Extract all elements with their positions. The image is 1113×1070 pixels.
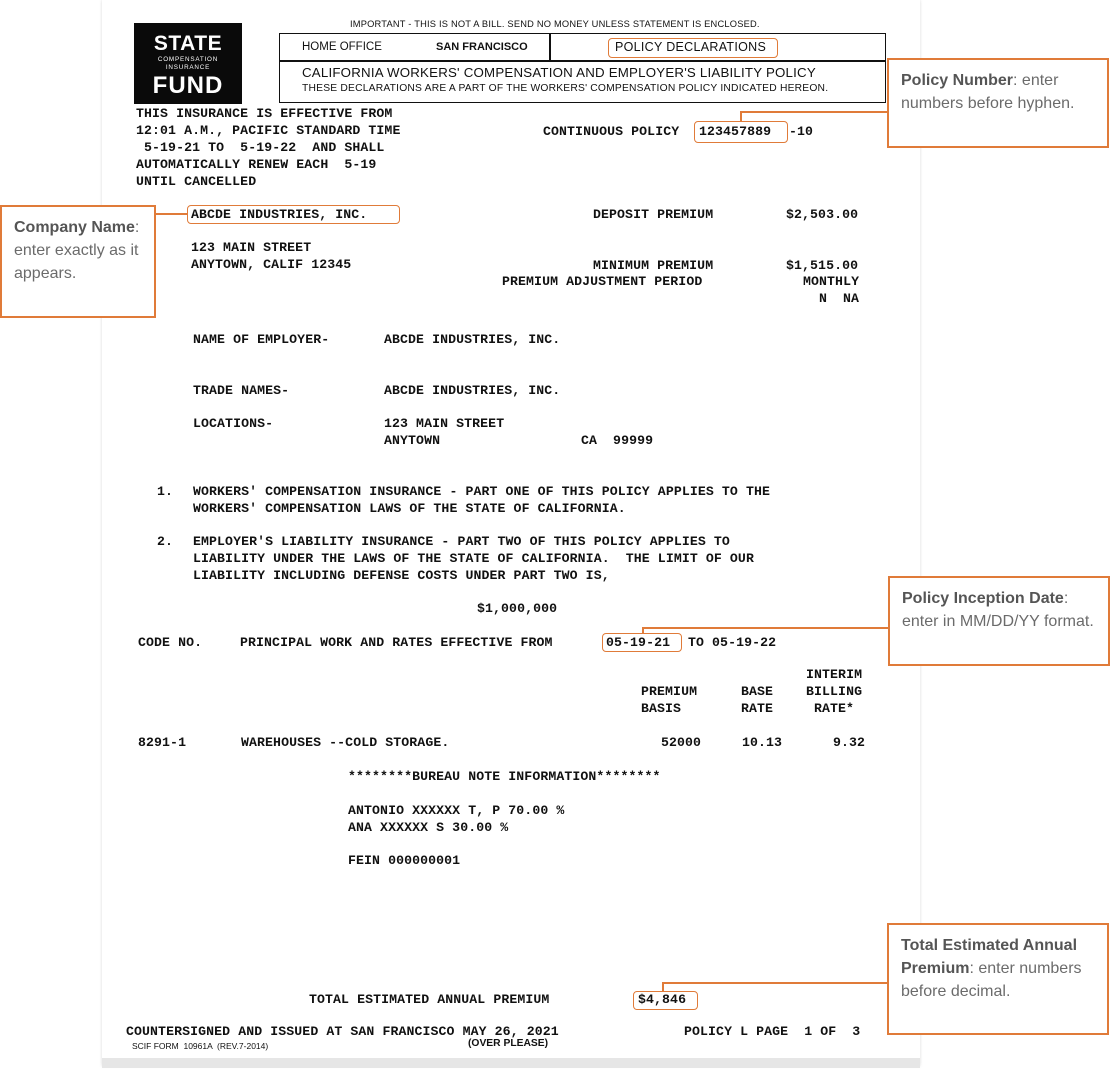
connector-company [155,213,187,215]
location-state-zip: CA 99999 [581,433,654,448]
bureau-line-1: ANTONIO XXXXXX T, P 70.00 % [348,803,565,818]
adjustment-period-value: MONTHLY [803,274,860,289]
company-street: 123 MAIN STREET [191,240,312,255]
company-name-highlight [187,205,400,224]
header-divider [279,60,886,62]
company-city: ANYTOWN, CALIF 12345 [191,257,352,272]
code-no-label: CODE NO. [138,635,203,650]
connector-policy-number [740,111,887,113]
clause-1-number: 1. [157,484,174,499]
policy-title: CALIFORNIA WORKERS' COMPENSATION AND EMPLOYER'S LIABILITY POLICY [302,65,816,80]
deposit-premium-value: $2,503.00 [786,207,859,222]
policy-number: 123457889 [699,124,772,139]
rates-to-date: TO 05-19-22 [688,635,777,650]
liability-limit: $1,000,000 [477,601,558,616]
countersigned-line: COUNTERSIGNED AND ISSUED AT SAN FRANCISCO MAY 26, 2021 [126,1024,559,1039]
employer-name-value: ABCDE INDUSTRIES, INC. [384,332,561,347]
row-interim-rate: 9.32 [833,735,866,750]
employer-name-label: NAME OF EMPLOYER- [193,332,330,347]
minimum-premium-value: $1,515.00 [786,258,859,273]
total-premium-value: $4,846 [638,992,687,1007]
bureau-line-2: ANA XXXXXX S 30.00 % [348,820,509,835]
col-interim-1: INTERIM [806,667,863,682]
row-code: 8291-1 [138,735,187,750]
fein: FEIN 000000001 [348,853,461,868]
effective-line-2: 12:01 A.M., PACIFIC STANDARD TIME [136,123,401,138]
location-city: ANYTOWN [384,433,441,448]
home-office-city: SAN FRANCISCO [436,41,528,53]
not-a-bill-notice: IMPORTANT - THIS IS NOT A BILL. SEND NO MONEY UNLESS STATEMENT IS ENCLOSED. [350,19,760,29]
adjustment-period-label: PREMIUM ADJUSTMENT PERIOD [502,274,703,289]
policy-suffix: -10 [789,124,814,139]
continuous-policy-label: CONTINUOUS POLICY [543,124,680,139]
connector-premium [662,982,888,984]
home-office-label: HOME OFFICE [302,41,382,53]
col-base-1: BASE [741,684,774,699]
policy-declarations-title: POLICY DECLARATIONS [615,40,767,54]
deposit-premium-label: DEPOSIT PREMIUM [593,207,714,222]
callout-policy-number: Policy Number: enter numbers before hyphen. [887,58,1109,148]
total-premium-highlight [633,991,698,1010]
clause-2-line-1: EMPLOYER'S LIABILITY INSURANCE - PART TWO OF THIS POLICY APPLIES TO [193,534,730,549]
effective-line-4: AUTOMATICALLY RENEW EACH 5-19 [136,157,377,172]
callout-total-premium: Total Estimated Annual Premium: enter numbers before decimal. [887,923,1109,1035]
col-premium-2: BASIS [641,701,682,716]
callout-inception-date: Policy Inception Date: enter in MM/DD/YY format. [888,576,1110,666]
rates-from-date: 05-19-21 [606,635,671,650]
inception-date-highlight [602,633,682,652]
clause-1-line-2: WORKERS' COMPENSATION LAWS OF THE STATE OF CALIFORNIA. [193,501,626,516]
col-interim-3: RATE* [814,701,855,716]
row-base-rate: 10.13 [742,735,783,750]
row-description: WAREHOUSES --COLD STORAGE. [241,735,450,750]
policy-declarations-highlight [608,38,778,58]
clause-2-number: 2. [157,534,174,549]
location-street: 123 MAIN STREET [384,416,505,431]
trade-names-label: TRADE NAMES- [193,383,290,398]
adjustment-period-code: N NA [819,291,860,306]
locations-label: LOCATIONS- [193,416,274,431]
bureau-title: ********BUREAU NOTE INFORMATION******** [348,769,661,784]
policy-number-highlight [694,121,788,143]
principal-work-label: PRINCIPAL WORK AND RATES EFFECTIVE FROM [240,635,553,650]
minimum-premium-label: MINIMUM PREMIUM [593,258,714,273]
over-please: (OVER PLEASE) [468,1038,549,1049]
page-edge [102,1058,920,1068]
company-name: ABCDE INDUSTRIES, INC. [191,207,368,222]
clause-2-line-2: LIABILITY UNDER THE LAWS OF THE STATE OF CALIFORNIA. THE LIMIT OF OUR [193,551,754,566]
effective-line-5: UNTIL CANCELLED [136,174,257,189]
state-fund-logo: STATE COMPENSATION INSURANCE FUND [134,23,242,104]
trade-names-value: ABCDE INDUSTRIES, INC. [384,383,561,398]
header-vdivider [549,33,551,61]
connector-inception [642,627,888,629]
col-base-2: RATE [741,701,774,716]
effective-line-3: 5-19-21 TO 5-19-22 AND SHALL [136,140,385,155]
page-indicator: POLICY L PAGE 1 OF 3 [684,1024,861,1039]
form-number: SCIF FORM 10961A (REV.7-2014) [132,1041,269,1051]
col-premium-1: PREMIUM [641,684,698,699]
policy-subtitle: THESE DECLARATIONS ARE A PART OF THE WORKERS' COMPENSATION POLICY INDICATED HEREON. [302,83,829,94]
effective-line-1: THIS INSURANCE IS EFFECTIVE FROM [136,106,393,121]
clause-1-line-1: WORKERS' COMPENSATION INSURANCE - PART ONE OF THIS POLICY APPLIES TO THE [193,484,770,499]
connector-policy-number-v [740,111,742,121]
connector-premium-v [662,982,664,992]
callout-company-name: Company Name: enter exactly as it appears. [0,205,156,318]
total-premium-label: TOTAL ESTIMATED ANNUAL PREMIUM [309,992,550,1007]
clause-2-line-3: LIABILITY INCLUDING DEFENSE COSTS UNDER PART TWO IS, [193,568,610,583]
col-interim-2: BILLING [806,684,863,699]
connector-inception-v [642,627,644,633]
row-premium-basis: 52000 [661,735,702,750]
